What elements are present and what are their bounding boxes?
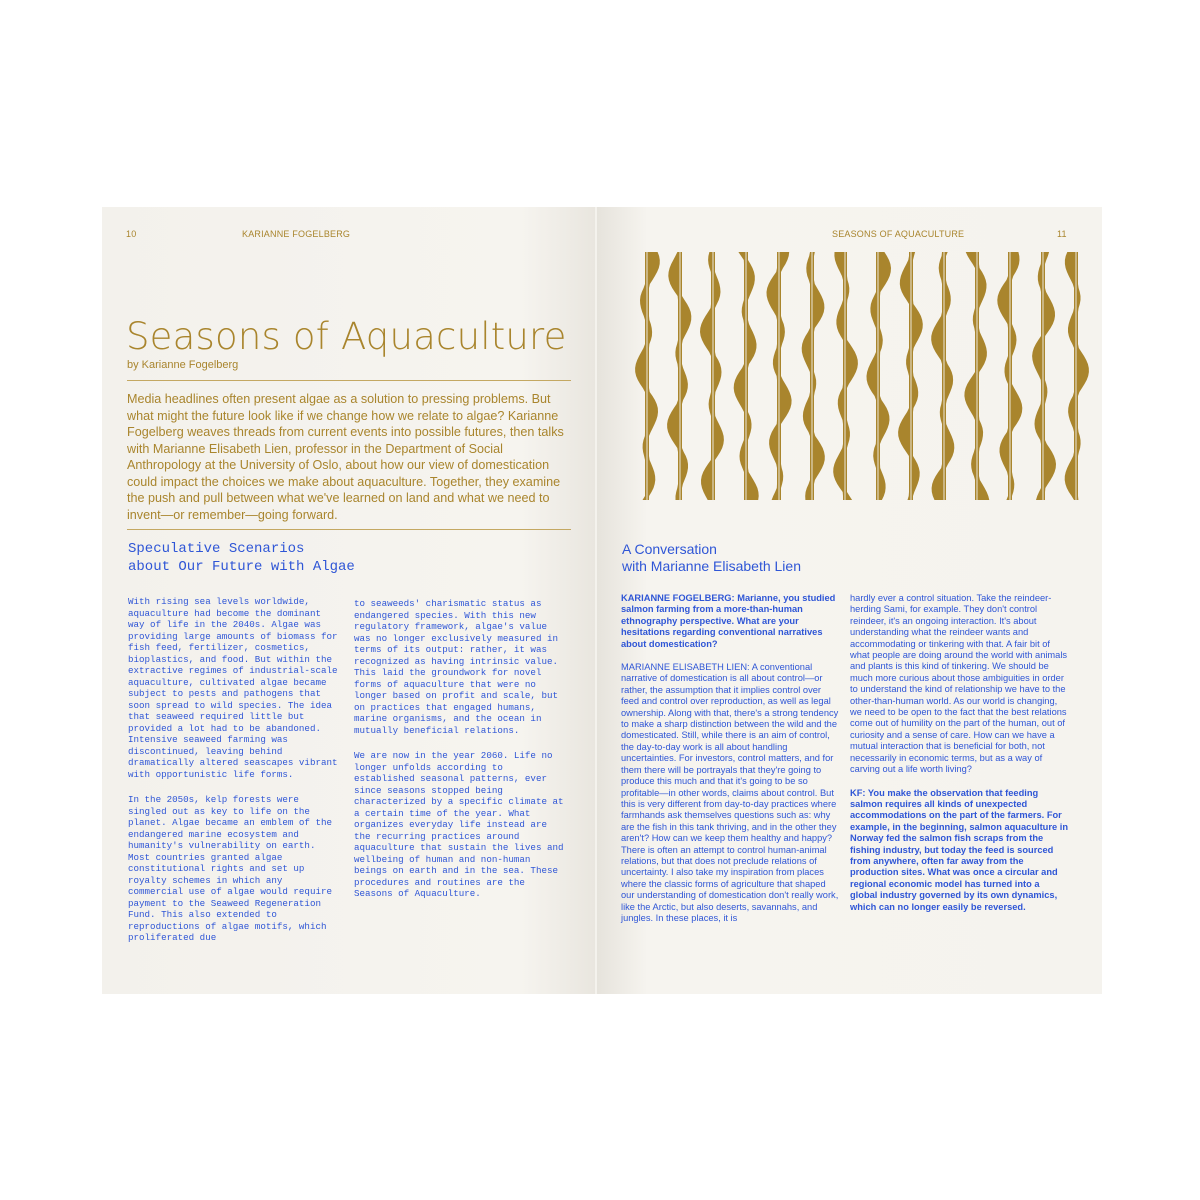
scenario-paragraph: With rising sea levels worldwide, aquaculture had become the dominant way of life in the 2040s. Algae was providing large amounts of biomass for fish feed, fertilizer, cosmetics, bioplastics, and food. But within the extractive regimes of industrial-scale aquaculture, cultivated algae became subject to pests and pathogens that soon spread to wild species. The idea that seaweed required little but provided a lot had to be abandoned. Intensive seaweed farming was discontinued, leaving behind dramatically altered seascapes vibrant with opportunistic life forms.: [128, 596, 338, 780]
page-number-left: 10: [126, 229, 137, 239]
algae-strand: [1065, 252, 1089, 500]
algae-strand: [802, 252, 825, 500]
interview-column-2: [850, 593, 1068, 925]
conversation-subheading-line1: A Conversation: [622, 541, 717, 557]
interview-column-1: [621, 593, 839, 936]
conversation-subheading: [622, 541, 801, 575]
scenario-column-2: [354, 598, 564, 900]
speculative-subheading-line1: Speculative Scenarios: [128, 541, 305, 557]
right-page: [597, 207, 1102, 994]
intro-paragraph: Media headlines often present algae as a solution to pressing problems. But what might the future look like if we change how we relate to algae? Karianne Fogelberg weaves threads from current events into possible futures, then talks with Marianne Elisabeth Lien, professor in the Department of Social Anthropology at the University of Oslo, about how our view of domestication could impact the choices we make about aquaculture. Together, they examine the push and pull between what we've learned on land and what we need to invent—or remember—going forward.: [127, 392, 564, 522]
algae-strand: [1032, 252, 1056, 500]
speculative-subheading: [128, 540, 355, 576]
interview-answer: hardly ever a control situation. Take the reindeer-herding Sami, for example. They don't control reindeer, it's an ongoing interaction. It's about understanding what the reindeer wants and accommodating or tinkering with that. A fair bit of what people are doing around the world with animals and plants is this kind of tinkering. We should be much more curious about those ambiguities in order to understand the kind of relationship we have to the other-than-human world. As our world is changing, we need to be open to the fact that the best relations come out of humility on the part of the human, out of curiosity and a sense of care. How can we have a mutual interaction that is beneficial for both, not necessarily in economic terms, but as a way of carving out a life worth living?: [850, 593, 1068, 775]
running-head-title: SEASONS OF AQUACULTURE: [832, 229, 965, 239]
algae-strand: [833, 252, 858, 500]
algae-strand: [667, 252, 691, 500]
left-page: [102, 207, 595, 994]
scenario-paragraph: In the 2050s, kelp forests were singled out as key to life on the planet. Algae became an emblem of the endangered marine ecosystem and humanity's vulnerability on earth. Most countries granted algae constitutional rights and set up royalty schemes in which any commercial use of algae would require payment to the Seaweed Regeneration Fund. This also extended to reproductions of algae motifs, which proliferated due: [128, 794, 332, 943]
speculative-subheading-line2: about Our Future with Algae: [128, 559, 355, 575]
interview-question: KF: You make the observation that feeding salmon requires all kinds of unexpected accommodations on the part of the farmers. For example, in the beginning, salmon aquaculture in Norway fed the salmon fish scraps from the fishing industry, but today the feed is sourced from anywhere, often far away from the production sites. What was once a circular and regional economic model has turned into a global industry governed by its own dynamics, which can no longer easily be reversed.: [850, 787, 1068, 912]
interview-answer: MARIANNE ELISABETH LIEN: A conventional narrative of domestication is all about control—or rather, the assumption that it implies control over feed and control over reproduction, as well as legal ownership. Along with that, there's a strong tendency to make a sharp distinction between the wild and the domesticated. Still, while there is an aim of control, the day-to-day work is all about handling uncertainties. For investors, control matters, and for them there will be portrayals that they're going to produce this much and that it's going to be so profitable—in other words, claims about control. But this is very different from day-to-day practices where farmhands ask themselves questions such as: why are the fish in this tank thriving, and in the other they aren't? How can we keep them healthy and happy? There is often an attempt to control human-animal relations, but that does not preclude relations of uncertainty. I also take my inspiration from places where the classic forms of agriculture that shaped our understanding of domestication don't really work, like the Arctic, but also deserts, savannahs, and jungles. In these places, it is: [621, 662, 839, 923]
algae-illustration: [627, 247, 1102, 507]
article-title: Seasons of Aquaculture: [126, 315, 567, 358]
page-number-right: 11: [1057, 229, 1067, 239]
algae-strand: [898, 252, 923, 500]
interview-question: KARIANNE FOGELBERG: Marianne, you studied salmon farming from a more-than-human ethnography perspective. What are your hesitations regarding conventional narratives about domestication?: [621, 593, 836, 649]
scenario-paragraph: We are now in the year 2060. Life no longer unfolds according to established seasonal patterns, ever since seasons stopped being characterized by a specific climate at a certain time of the year. What organizes everyday life instead are the recurring practices around aquaculture that sustain the lives and wellbeing of human and non-human beings on earth and in the sea. These procedures and routines are the Seasons of Aquaculture.: [354, 750, 564, 899]
magazine-spread: [102, 207, 1102, 994]
intro-rule: [127, 529, 571, 530]
conversation-subheading-line2: with Marianne Elisabeth Lien: [622, 558, 801, 574]
running-head-author: KARIANNE FOGELBERG: [242, 229, 351, 239]
scenario-paragraph: to seaweeds' charismatic status as endangered species. With this new regulatory framework, algae's value was no longer exclusively measured in terms of its output: rather, it was recognized as having intrinsic value. This laid the groundwork for novel forms of aquaculture that were no longer based on profit and scale, but on practices that engaged humans, marine organisms, and the ocean in mutually beneficial relations.: [354, 598, 558, 736]
algae-strand: [931, 252, 954, 500]
algae-strand: [700, 252, 724, 500]
article-byline: by Karianne Fogelberg: [127, 359, 239, 371]
scenario-column-1: [128, 596, 338, 944]
algae-strand: [867, 252, 892, 500]
title-rule: [127, 380, 571, 381]
